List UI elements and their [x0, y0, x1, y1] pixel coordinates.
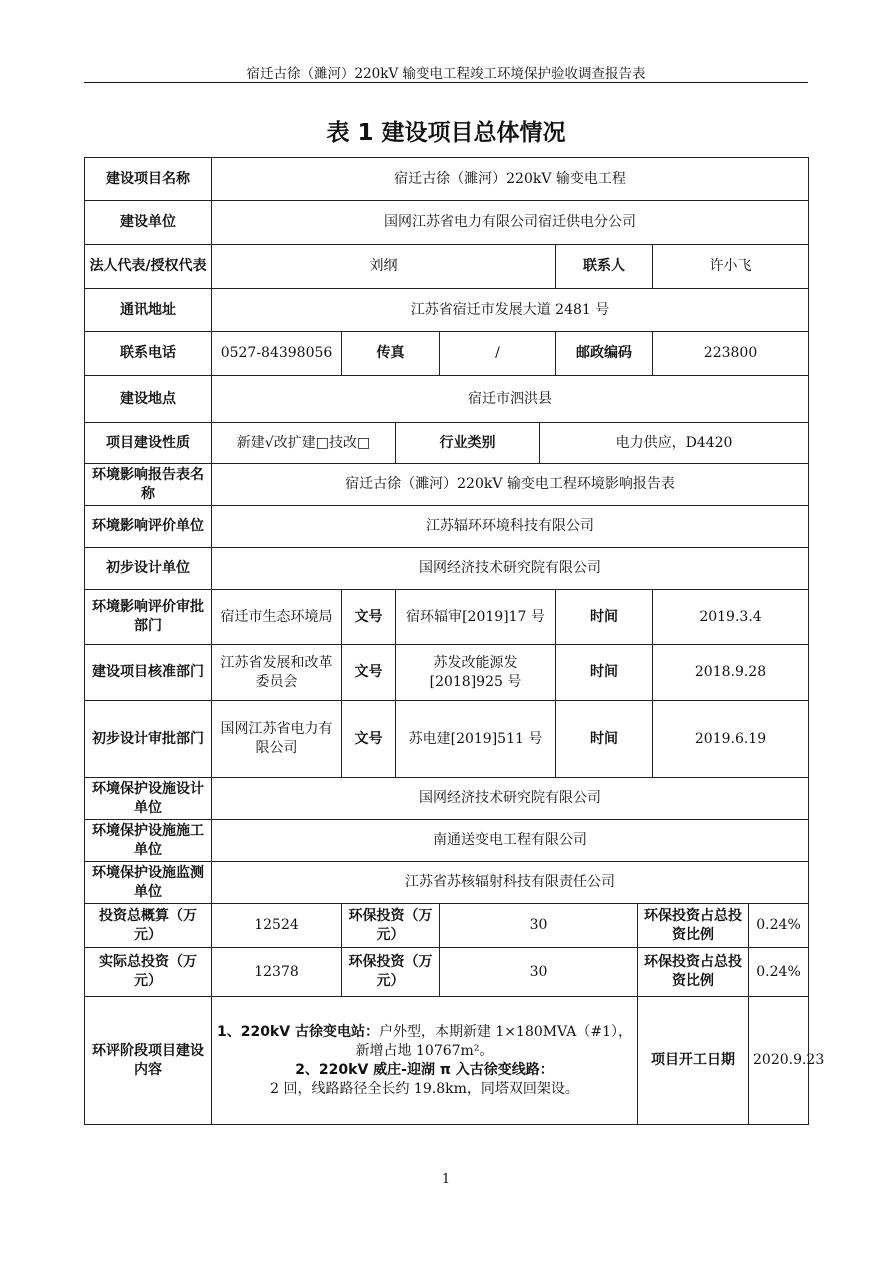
label-actual: 实际总投资（万元）: [85, 948, 212, 997]
value-design-approval-dept: 国网江苏省电力有限公司: [212, 701, 342, 778]
label-eia-report: 环境影响报告表名称: [85, 464, 212, 506]
label-design-approval: 初步设计审批部门: [85, 701, 212, 778]
row-actual: [85, 948, 809, 997]
label-postcode: 邮政编码: [556, 332, 653, 376]
label-design-unit: 初步设计单位: [85, 548, 212, 590]
value-env-build: 南通送变电工程有限公司: [212, 820, 809, 862]
label-budget-env: 环保投资（万元）: [342, 904, 440, 948]
value-phone: 0527-84398056: [212, 332, 342, 376]
value-env-design: 国网经济技术研究院有限公司: [212, 778, 809, 820]
header-rule: [84, 82, 808, 83]
row-design-approval: [85, 701, 809, 778]
label-start-date: 项目开工日期: [638, 997, 749, 1125]
row-eia-report: [85, 464, 809, 506]
value-project-name: 宿迁古徐（濉河）220kV 输变电工程: [212, 158, 809, 201]
value-postcode: 223800: [653, 332, 809, 376]
value-approval-dept: 江苏省发展和改革委员会: [212, 645, 342, 701]
value-design-unit: 国网经济技术研究院有限公司: [212, 548, 809, 590]
label-eia-approval-doc: 文号: [342, 590, 396, 645]
value-industry: 电力供应，D4420: [540, 423, 809, 464]
row-location: [85, 376, 809, 423]
label-phone: 联系电话: [85, 332, 212, 376]
value-eia-unit: 江苏辐环环境科技有限公司: [212, 506, 809, 548]
label-project-name: 建设项目名称: [85, 158, 212, 201]
page-number: 1: [441, 1172, 451, 1187]
row-env-build: [85, 820, 809, 862]
label-industry: 行业类别: [396, 423, 540, 464]
label-location: 建设地点: [85, 376, 212, 423]
label-design-approval-time: 时间: [556, 701, 653, 778]
value-approval-doc: 苏发改能源发[2018]925 号: [396, 645, 556, 701]
row-content: [85, 997, 809, 1125]
value-actual-env: 30: [440, 948, 638, 997]
label-budget-ratio: 环保投资占总投资比例: [638, 904, 749, 948]
project-overview-table: [84, 157, 825, 1125]
label-eia-approval: 环境影响评价审批部门: [85, 590, 212, 645]
row-legal: [85, 245, 809, 289]
value-eia-approval-time: 2019.3.4: [653, 590, 809, 645]
value-design-approval-time: 2019.6.19: [653, 701, 809, 778]
value-unit: 国网江苏省电力有限公司宿迁供电分公司: [212, 201, 809, 245]
row-address: [85, 289, 809, 332]
label-design-approval-doc: 文号: [342, 701, 396, 778]
row-project-name: [85, 158, 809, 201]
label-eia-approval-time: 时间: [556, 590, 653, 645]
value-content: [212, 997, 638, 1125]
label-env-design: 环境保护设施设计单位: [85, 778, 212, 820]
value-eia-approval-dept: 宿迁市生态环境局: [212, 590, 342, 645]
value-contact: 许小飞: [653, 245, 809, 289]
value-env-monitor: 江苏省苏核辐射科技有限责任公司: [212, 862, 809, 904]
label-nature: 项目建设性质: [85, 423, 212, 464]
label-eia-unit: 环境影响评价单位: [85, 506, 212, 548]
content-item2-title: 2、220kV 威庄-迎湖 π 入古徐变线路：: [295, 1061, 554, 1078]
row-eia-unit: [85, 506, 809, 548]
row-env-design: [85, 778, 809, 820]
page-header: 宿迁古徐（濉河）220kV 输变电工程竣工环境保护验收调查报告表: [246, 66, 646, 82]
label-env-monitor: 环境保护设施监测单位: [85, 862, 212, 904]
row-env-monitor: [85, 862, 809, 904]
label-approval: 建设项目核准部门: [85, 645, 212, 701]
row-phone: [85, 332, 809, 376]
row-budget: [85, 904, 809, 948]
value-start-date: 2020.9.23: [749, 997, 809, 1125]
row-unit: [85, 201, 809, 245]
label-contact: 联系人: [556, 245, 653, 289]
label-approval-time: 时间: [556, 645, 653, 701]
value-fax: /: [440, 332, 556, 376]
value-location: 宿迁市泗洪县: [212, 376, 809, 423]
label-env-build: 环境保护设施施工单位: [85, 820, 212, 862]
value-approval-time: 2018.9.28: [653, 645, 809, 701]
value-legal: 刘纲: [212, 245, 556, 289]
label-budget: 投资总概算（万元）: [85, 904, 212, 948]
row-nature: [85, 423, 809, 464]
value-actual: 12378: [212, 948, 342, 997]
value-eia-approval-doc: 宿环辐审[2019]17 号: [396, 590, 556, 645]
label-unit: 建设单位: [85, 201, 212, 245]
label-approval-doc: 文号: [342, 645, 396, 701]
value-nature: 新建√改扩建□技改□: [212, 423, 396, 464]
value-budget-env: 30: [440, 904, 638, 948]
content-item2-text: 2 回，线路路径全长约 19.8km，同塔双回架设。: [270, 1080, 579, 1097]
value-design-approval-doc: 苏电建[2019]511 号: [396, 701, 556, 778]
row-eia-approval: [85, 590, 809, 645]
label-content: 环评阶段项目建设内容: [85, 997, 212, 1125]
label-actual-ratio: 环保投资占总投资比例: [638, 948, 749, 997]
value-actual-ratio: 0.24%: [749, 948, 809, 997]
value-address: 江苏省宿迁市发展大道 2481 号: [212, 289, 809, 332]
value-budget-ratio: 0.24%: [749, 904, 809, 948]
label-address: 通讯地址: [85, 289, 212, 332]
label-actual-env: 环保投资（万元）: [342, 948, 440, 997]
content-item1-title: 1、220kV 古徐变电站：: [216, 1023, 379, 1040]
value-eia-report: 宿迁古徐（濉河）220kV 输变电工程环境影响报告表: [212, 464, 809, 506]
table-title: 表 1 建设项目总体情况: [326, 120, 566, 146]
content-item1-text: 户外型，本期新建 1×180MVA（#1），新增占地 10767m²。: [355, 1023, 633, 1059]
label-legal: 法人代表/授权代表: [85, 245, 212, 289]
row-design-unit: [85, 548, 809, 590]
value-budget: 12524: [212, 904, 342, 948]
row-approval: [85, 645, 809, 701]
label-fax: 传真: [342, 332, 440, 376]
